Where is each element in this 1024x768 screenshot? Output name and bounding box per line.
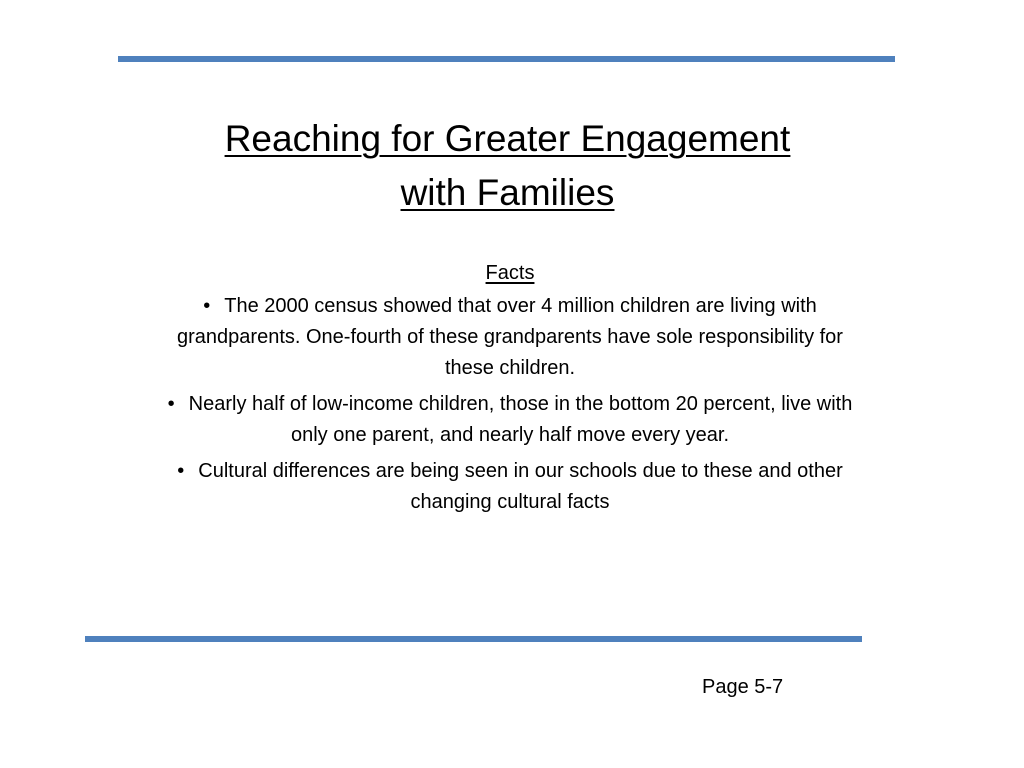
facts-subheading: Facts (485, 262, 535, 284)
slide-title (130, 112, 885, 220)
list-item (160, 389, 860, 451)
bullet-text: Nearly half of low-income children, those in the bottom 20 percent, live with only one parent, and nearly half move every year. (188, 393, 853, 446)
title-line-1: Reaching for Greater Engagement (224, 118, 791, 159)
facts-list (160, 291, 860, 518)
bullet-icon: • (203, 295, 211, 317)
title-line-2: with Families (400, 172, 615, 213)
bottom-divider (85, 636, 862, 642)
bullet-icon: • (167, 393, 175, 415)
bullet-icon: • (177, 460, 185, 482)
page-number: Page 5-7 (702, 676, 784, 698)
bullet-text: The 2000 census showed that over 4 million children are living with grandparents. One-fourth of these grandparents have sole responsibility for these children. (177, 295, 843, 379)
list-item (160, 456, 860, 518)
bullet-text: Cultural differences are being seen in our schools due to these and other changing cultural facts (198, 460, 843, 513)
list-item (160, 291, 860, 384)
top-divider (118, 56, 895, 62)
slide-body (160, 258, 860, 523)
